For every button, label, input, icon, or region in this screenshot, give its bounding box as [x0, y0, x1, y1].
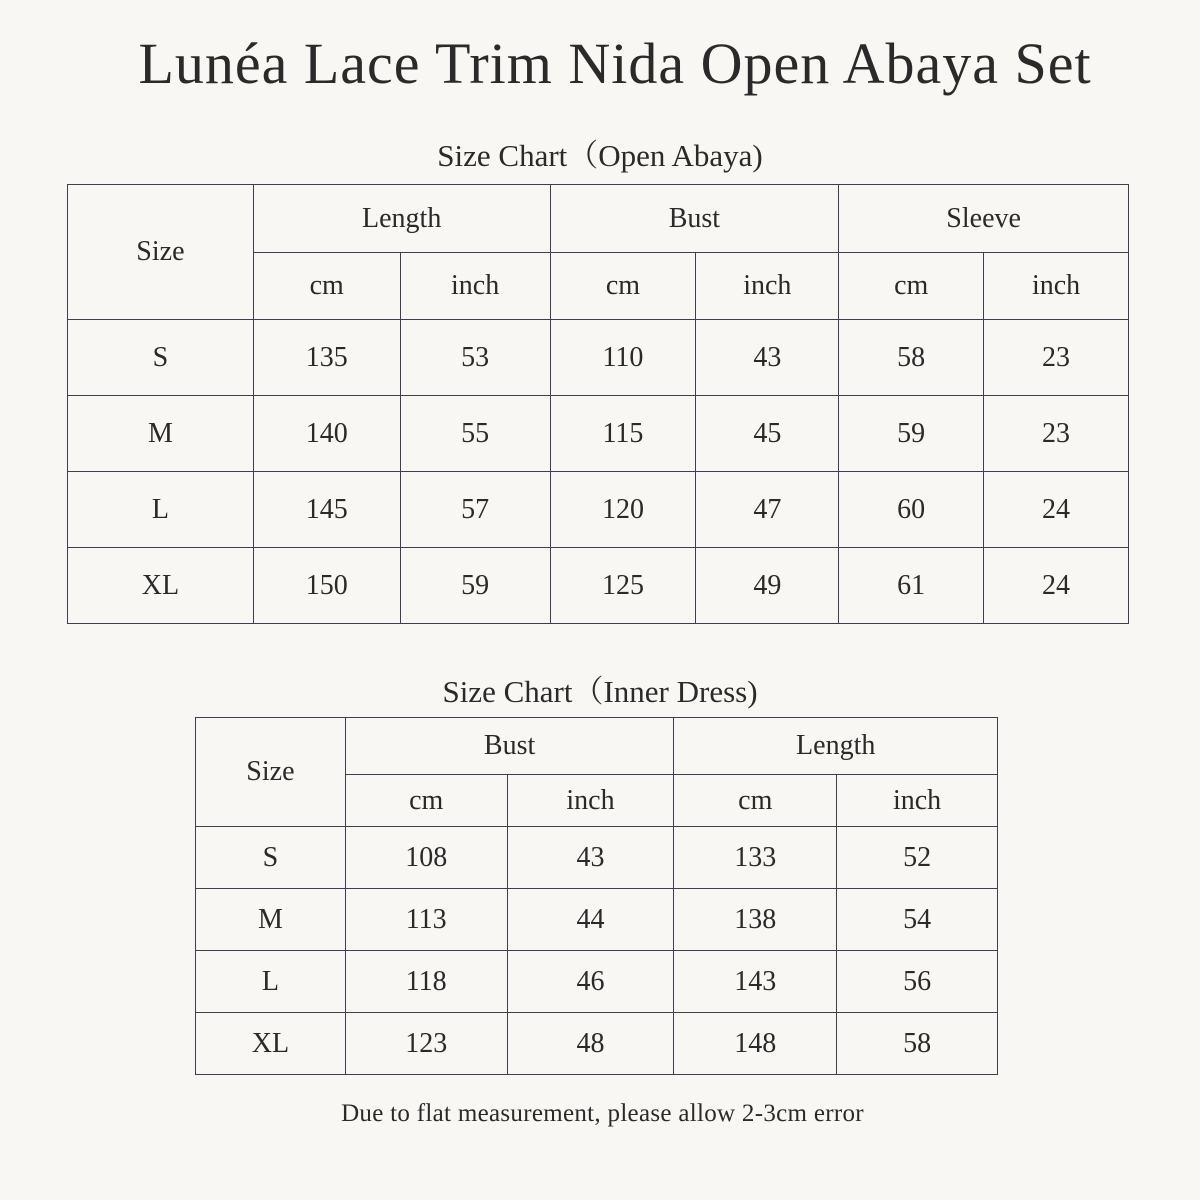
unit-header: cm	[345, 775, 507, 827]
table-cell: 23	[984, 320, 1129, 396]
table-cell: 23	[984, 396, 1129, 472]
table-cell: 58	[837, 1013, 998, 1075]
table-cell: 140	[253, 396, 400, 472]
table-row	[68, 472, 1129, 548]
unit-header: cm	[253, 253, 400, 320]
abaya-chart-title: Size Chart（Open Abaya)	[437, 138, 763, 173]
unit-header: inch	[696, 253, 839, 320]
table-cell: 56	[837, 951, 998, 1013]
size-cell: L	[68, 472, 254, 548]
table-cell: 54	[837, 889, 998, 951]
table-row	[68, 548, 1129, 624]
sleeve-header: Sleeve	[839, 185, 1129, 253]
table-cell: 44	[507, 889, 674, 951]
size-cell: S	[68, 320, 254, 396]
table-cell: 46	[507, 951, 674, 1013]
table-cell: 55	[400, 396, 550, 472]
table-row	[196, 889, 998, 951]
measurement-note: Due to flat measurement, please allow 2-3cm error	[341, 1100, 864, 1127]
table-cell: 123	[345, 1013, 507, 1075]
table-cell: 60	[839, 472, 984, 548]
table-cell: 43	[507, 827, 674, 889]
abaya-size-table	[67, 184, 1129, 624]
table-cell: 59	[839, 396, 984, 472]
unit-header: inch	[400, 253, 550, 320]
inner-dress-chart-title: Size Chart（Inner Dress)	[442, 674, 758, 709]
page-title: Lunéa Lace Trim Nida Open Abaya Set	[138, 31, 1092, 96]
table-cell: 53	[400, 320, 550, 396]
table-header-row	[68, 185, 1129, 253]
size-cell: L	[196, 951, 346, 1013]
table-cell: 138	[674, 889, 837, 951]
size-cell: XL	[196, 1013, 346, 1075]
unit-header: cm	[839, 253, 984, 320]
table-cell: 52	[837, 827, 998, 889]
table-cell: 58	[839, 320, 984, 396]
table-cell: 61	[839, 548, 984, 624]
table-cell: 133	[674, 827, 837, 889]
table-cell: 59	[400, 548, 550, 624]
size-header: Size	[196, 718, 346, 827]
table-row	[68, 396, 1129, 472]
unit-header: inch	[984, 253, 1129, 320]
table-cell: 24	[984, 472, 1129, 548]
table-cell: 118	[345, 951, 507, 1013]
table-row	[196, 1013, 998, 1075]
inner-dress-size-table	[195, 717, 998, 1075]
table-cell: 48	[507, 1013, 674, 1075]
length-header: Length	[674, 718, 998, 775]
unit-header: cm	[674, 775, 837, 827]
unit-header: inch	[837, 775, 998, 827]
table-cell: 43	[696, 320, 839, 396]
table-cell: 125	[550, 548, 696, 624]
table-cell: 148	[674, 1013, 837, 1075]
table-cell: 108	[345, 827, 507, 889]
size-cell: M	[68, 396, 254, 472]
table-header-row	[196, 718, 998, 775]
table-cell: 113	[345, 889, 507, 951]
table-row	[196, 951, 998, 1013]
unit-header: cm	[550, 253, 696, 320]
table-cell: 145	[253, 472, 400, 548]
table-cell: 49	[696, 548, 839, 624]
length-header: Length	[253, 185, 550, 253]
table-row	[68, 320, 1129, 396]
table-cell: 135	[253, 320, 400, 396]
size-cell: XL	[68, 548, 254, 624]
size-header: Size	[68, 185, 254, 320]
table-cell: 57	[400, 472, 550, 548]
table-cell: 45	[696, 396, 839, 472]
table-cell: 110	[550, 320, 696, 396]
table-cell: 24	[984, 548, 1129, 624]
table-cell: 143	[674, 951, 837, 1013]
table-cell: 120	[550, 472, 696, 548]
table-row	[196, 827, 998, 889]
table-cell: 150	[253, 548, 400, 624]
bust-header: Bust	[345, 718, 674, 775]
unit-header: inch	[507, 775, 674, 827]
bust-header: Bust	[550, 185, 839, 253]
table-cell: 47	[696, 472, 839, 548]
size-cell: M	[196, 889, 346, 951]
table-cell: 115	[550, 396, 696, 472]
size-cell: S	[196, 827, 346, 889]
